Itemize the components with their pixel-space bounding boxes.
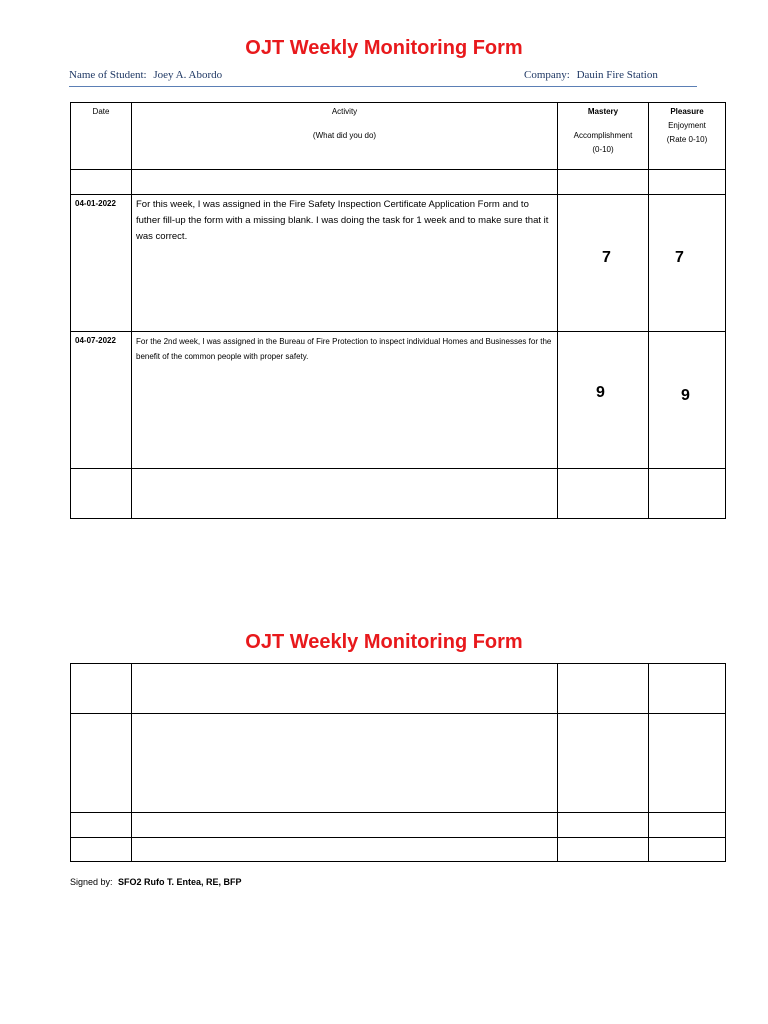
entry-date: 04-07-2022 [71,332,132,469]
table-row [71,813,726,838]
spacer-row [71,170,726,195]
entry-activity: For the 2nd week, I was assigned in the Bureau of Fire Protection to inspect individual Homes and Businesses for the benefit of the common people with proper safety. [132,332,558,469]
entry-date: 04-01-2022 [71,195,132,332]
entry-mastery: 7 [558,195,649,332]
entry-activity: For this week, I was assigned in the Fire Safety Inspection Certificate Application Form and to futher fill-up the form with a missing blank. I was doing the task for 1 week and to make sure that it was correct. [132,195,558,332]
table-row [71,714,726,813]
company-value: Dauin Fire Station [576,69,658,81]
form-title-second: OJT Weekly Monitoring Form [245,631,523,653]
table-row [71,332,726,469]
header-row [71,103,726,170]
signed-by [70,877,242,887]
table-row [71,195,726,332]
table-row [71,664,726,714]
form-title: OJT Weekly Monitoring Form [245,37,523,59]
student-name-value: Joey A. Abordo [153,69,223,81]
company-name [524,69,658,81]
header-mastery: Mastery Accomplishment (0-10) [558,103,649,170]
student-name [69,69,222,81]
table-row [71,469,726,519]
signed-by-label: Signed by: [70,877,113,887]
entry-mastery: 9 [558,332,649,469]
monitoring-table [70,102,726,519]
header-pleasure: Pleasure Enjoyment (Rate 0-10) [649,103,726,170]
monitoring-table-second [70,663,726,862]
student-info-row [69,68,697,87]
header-activity: Activity (What did you do) [132,103,558,170]
table-row [71,838,726,862]
student-name-label: Name of Student: [69,69,147,81]
entry-pleasure: 9 [649,332,726,469]
signed-by-name: SFO2 Rufo T. Entea, RE, BFP [118,877,242,887]
entry-pleasure: 7 [649,195,726,332]
header-date: Date [71,103,132,170]
company-label: Company: [524,69,570,81]
